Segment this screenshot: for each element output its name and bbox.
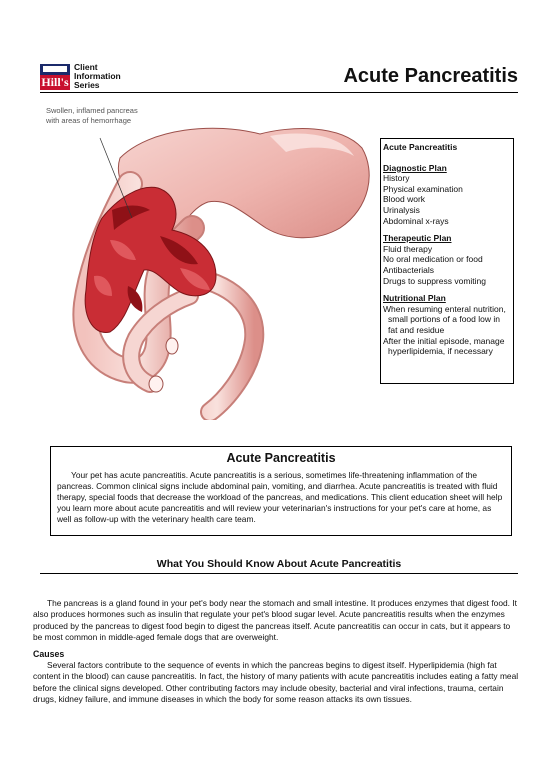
plan-item: Drugs to suppress vomiting — [383, 275, 486, 286]
plan-item: Blood work — [383, 194, 426, 205]
plan-item: No oral medication or food — [383, 254, 483, 265]
summary-title: Acute Pancreatitis — [226, 451, 336, 465]
hills-logo — [40, 64, 70, 90]
caption-line: Swollen, inflamed pancreas — [46, 106, 138, 115]
page-header — [40, 62, 518, 93]
illustration-caption — [46, 106, 138, 126]
plan-item: Urinalysis — [383, 204, 420, 215]
logo-wordmark: Hill's — [41, 75, 69, 89]
plan-item: When resuming enteral nutrition, small portions of a food low in fat and residue — [383, 303, 506, 335]
causes-paragraph: Several factors contribute to the sequence of events in which the pancreas begins to digest itself. Hyperlipidemia (high fat content in the blood) can cause pancreatitis. In fact, the history of many patients with acute pancreatitis includes eating a fatty meal before the clinical signs developed. Other contributing factors may include obesity, bacterial and viral infections, trauma, certain drugs, kidney failure, and immune diseases in which the body for some reason attacks its own tissues. — [33, 660, 519, 705]
plan-item: Fluid therapy — [383, 243, 433, 254]
summary-text: Your pet has acute pancreatitis. Acute pancreatitis is a serious, sometimes life-threatening inflammation of the pancreas. Common clinical signs include abdominal pain, vomiting, and diarrhea. Acute pancreatitis is treated with fluid therapy, special foods that decrease the workload of the pancreas, and medications. This client education sheet will help you learn more about acute pancreatitis and will review your veterinarian's instructions for your pet's care at home, as well as follow-up with the veterinary health care team. — [57, 470, 503, 525]
plan-item: Antibacterials — [383, 264, 435, 275]
pancreas-illustration — [40, 100, 380, 420]
diagnostic-plan-heading: Diagnostic Plan — [383, 162, 447, 173]
causes-heading: Causes — [33, 649, 65, 659]
series-line: Information — [74, 71, 121, 81]
nutritional-plan-heading: Nutritional Plan — [383, 293, 446, 304]
page-title: Acute Pancreatitis — [343, 65, 518, 87]
care-plan-box — [380, 138, 514, 384]
logo-squares — [40, 64, 70, 75]
summary-box — [50, 446, 512, 536]
plan-item: Abdominal x-rays — [383, 215, 449, 226]
section-heading: What You Should Know About Acute Pancreatitis — [40, 558, 518, 574]
therapeutic-plan-heading: Therapeutic Plan — [383, 233, 452, 244]
intro-paragraph: The pancreas is a gland found in your pet's body near the stomach and small intestine. It produces enzymes that digest food. It also produces hormones such as insulin that regulate your pet's blood sugar level. Acute pancreatitis results when the enzymes produced by the pancreas to digest food begin to digest the pancreas itself. Acute pancreatitis can occur in cats, but it appears to be most common in middle-aged female dogs that are overweight. — [33, 598, 517, 643]
series-label — [74, 63, 121, 90]
plan-title: Acute Pancreatitis — [383, 142, 458, 152]
series-line: Client — [74, 62, 98, 72]
plan-item: Physical examination — [383, 183, 463, 194]
plan-item: After the initial episode, manage hyperlipidemia, if necessary — [383, 335, 505, 357]
caption-line: with areas of hemorrhage — [46, 116, 132, 125]
plan-item: History — [383, 173, 410, 184]
series-line: Series — [74, 80, 100, 90]
